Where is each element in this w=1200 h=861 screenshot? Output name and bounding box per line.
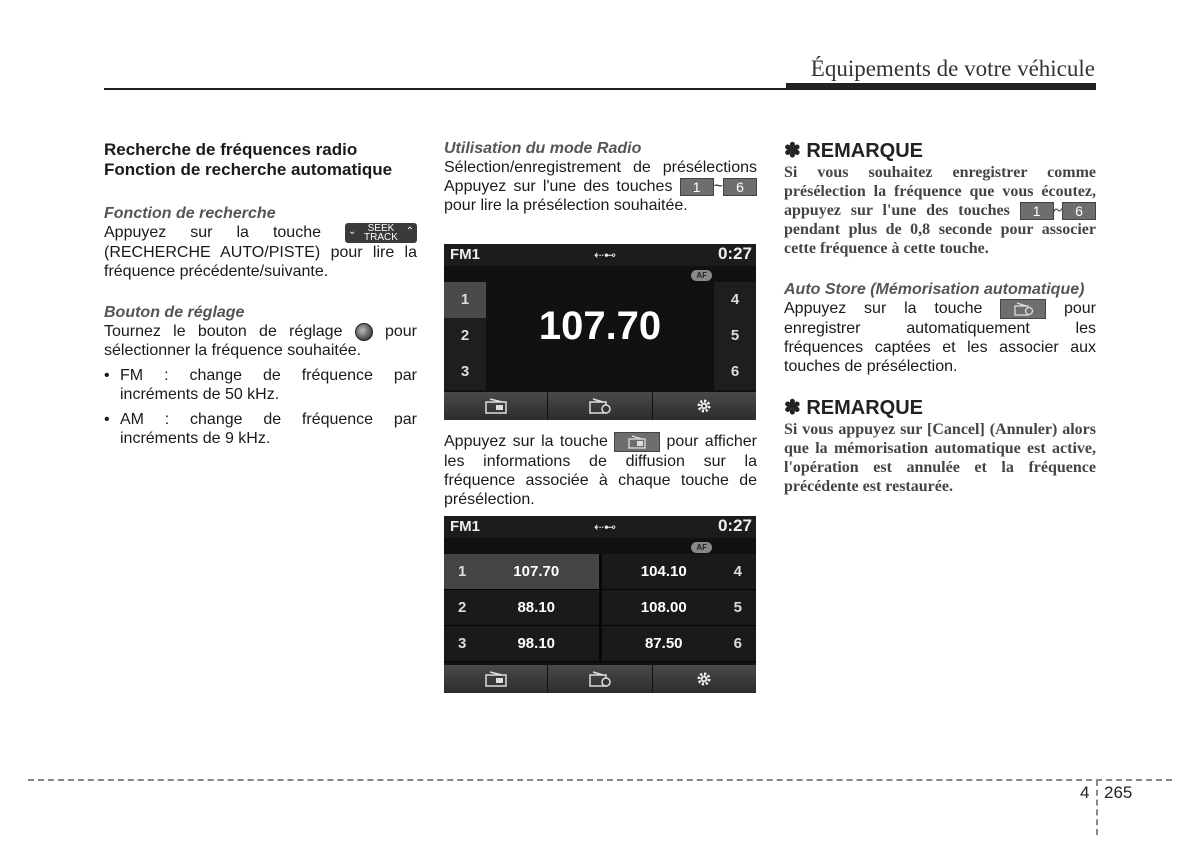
status-bar (444, 516, 756, 538)
preset-row (444, 554, 756, 590)
preset-button-6[interactable]: 6 (730, 363, 740, 380)
preset-row (444, 626, 756, 662)
heading-seek: Recherche de fréquences radio Fonction de recherche automatique (104, 140, 393, 179)
preset-button-5[interactable]: 5 (730, 327, 740, 344)
preset-1-key-icon: 1 (1020, 202, 1054, 220)
preset-button-4[interactable]: 4 (730, 291, 740, 308)
section-title: Équipements de votre véhicule (810, 56, 1095, 81)
usb-icon: ⇠⊷ (594, 248, 617, 262)
preset-button-2[interactable]: 2 (460, 327, 470, 344)
paragraph-auto-store: Appuyez sur la touche pour enregistrer automatiquement les fréquences captées et les associer aux touches de présélection. (784, 300, 1096, 376)
preset-list-button[interactable] (444, 665, 548, 693)
band-label: FM1 (450, 246, 480, 263)
usb-icon: ⇠⊷ (594, 520, 617, 534)
af-badge: AF (691, 542, 712, 553)
column-right (784, 139, 1096, 496)
column-left (104, 140, 417, 448)
bottom-menu-bar (444, 665, 756, 693)
footer-rule (28, 779, 1172, 781)
status-bar (444, 244, 756, 266)
preset-column-right (714, 282, 756, 390)
preset-list-icon (484, 398, 508, 414)
preset-list (444, 554, 756, 662)
paragraph-seek: Appuyez sur la touche ⌄ SEEK TRACK ⌃ (RECHERCHE AUTO/PISTE) pour lire la fréquence précédente/suivante. (104, 223, 417, 280)
remark-heading: ✽ REMARQUE (784, 397, 923, 420)
preset-list-item-5[interactable]: 108.00 5 (602, 590, 757, 626)
current-frequency: 107.70 (538, 304, 662, 348)
bullet-fm: • FM : change de fréquence par incréments de 50 kHz. (104, 367, 417, 403)
subheading-tune-knob: Bouton de réglage (104, 304, 245, 321)
preset-row (444, 590, 756, 626)
remark-heading: ✽ REMARQUE (784, 140, 923, 162)
preset-list-item-4[interactable]: 104.10 4 (602, 554, 757, 590)
clock: 0:27 (717, 244, 752, 263)
remark-cancel: Si vous appuyez sur [Cancel] (Annuler) alors que la mémorisation automatique est active, l'opération est annulée et la fréquence précédente est restaurée. (784, 421, 1096, 496)
chapter-number: 4 (1080, 783, 1090, 802)
preset-list-item-6[interactable]: 87.50 6 (602, 626, 757, 662)
paragraph-presets: Sélection/enregistrement de présélections Appuyez sur l'une des touches 1 ~ 6 pour lire la présélection souhaitée. (444, 159, 757, 214)
auto-store-button[interactable] (548, 665, 652, 693)
paragraph-preset-list: Appuyez sur la touche pour afficher les informations de diffusion sur la fréquence associée à chaque touche de présélection. (444, 433, 757, 508)
subheading-auto-store: Auto Store (Mémorisation automatique) (784, 281, 1085, 299)
af-badge: AF (691, 270, 712, 281)
auto-store-icon (588, 671, 612, 687)
preset-list-item-2[interactable]: 2 88.10 (444, 590, 602, 626)
column-middle-lower (444, 432, 757, 509)
preset-button-1[interactable]: 1 (444, 282, 486, 318)
column-middle (444, 139, 757, 215)
bottom-menu-bar (444, 392, 756, 420)
preset-list-button[interactable] (444, 392, 548, 420)
page-number: 265 (1104, 783, 1133, 802)
header-rule-accent (786, 83, 1096, 90)
settings-button[interactable] (653, 665, 756, 693)
gear-icon (696, 398, 712, 414)
tune-knob-icon (355, 323, 373, 341)
preset-button-3[interactable]: 3 (460, 363, 470, 380)
bullet-am: • AM : change de fréquence par incréments de 9 kHz. (104, 411, 417, 447)
preset-6-key-icon: 6 (1062, 202, 1096, 220)
auto-store-key-icon (1000, 299, 1046, 319)
subheading-radio-mode: Utilisation du mode Radio (444, 140, 642, 157)
band-label: FM1 (450, 518, 480, 535)
preset-list-item-1[interactable]: 1 107.70 (444, 554, 602, 590)
preset-6-key-icon: 6 (723, 178, 757, 196)
settings-button[interactable] (653, 392, 756, 420)
preset-list-item-3[interactable]: 3 98.10 (444, 626, 602, 662)
preset-list-key-icon (614, 432, 660, 452)
gear-icon (696, 671, 712, 687)
paragraph-tune: Tournez le bouton de réglage pour sélectionner la fréquence souhaitée. (104, 323, 417, 359)
clock: 0:27 (717, 516, 752, 535)
remark-preset-save: Si vous souhaitez enregistrer comme présélection la fréquence que vous écoutez, appuyez sur l'une des touches 1 ~ 6 pendant plus de 0,8 seconde pour associer cette fréquence à cette touche. (784, 164, 1096, 258)
radio-screen-list (444, 516, 756, 693)
seek-track-button-icon: ⌄ SEEK TRACK ⌃ (345, 223, 417, 243)
preset-list-icon (484, 671, 508, 687)
subheading-seek-function: Fonction de recherche (104, 205, 276, 222)
auto-store-icon (588, 398, 612, 414)
radio-screen-single (444, 244, 756, 420)
footer-divider (1096, 780, 1098, 835)
preset-1-key-icon: 1 (680, 178, 714, 196)
preset-column-left (444, 282, 486, 390)
auto-store-button[interactable] (548, 392, 652, 420)
